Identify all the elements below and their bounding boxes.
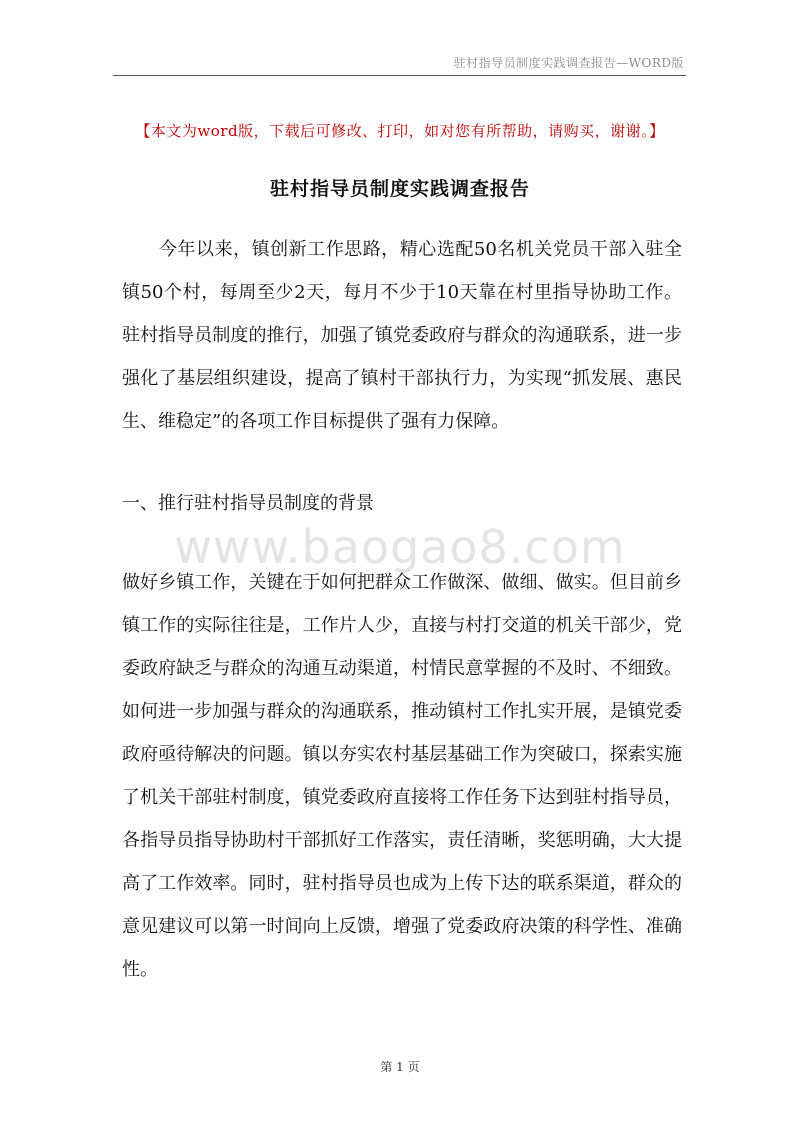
header-divider bbox=[113, 75, 686, 76]
paragraph-intro: 今年以来，镇创新工作思路，精心选配50名机关党员干部入驻全镇50个村，每周至少2天，每月不少于10天靠在村里指导协助工作。驻村指导员制度的推行，加强了镇党委政府与群众的沟通联系，进一步强化了基层组织建设，提高了镇村干部执行力，为实现“抓发展、惠民生、维稳定”的各项工作目标提供了强有力保障。 bbox=[122, 239, 682, 432]
section-heading-background: 一、推行驻村指导员制度的背景 bbox=[122, 493, 374, 514]
watermark: www.baogao8.com bbox=[174, 520, 626, 574]
document-title: 驻村指导员制度实践调查报告 bbox=[269, 178, 530, 200]
paragraph-background: 做好乡镇工作，关键在于如何把群众工作做深、做细、做实。但目前乡镇工作的实际往往是，工作片人少，直接与村打交道的机关干部少，党委政府缺乏与群众的沟通互动渠道，村情民意掌握的不及时、不细致。如何进一步加强与群众的沟通联系，推动镇村工作扎实开展，是镇党委政府亟待解决的问题。镇以夯实农村基层基础工作为突破口，探索实施了机关干部驻村制度，镇党委政府直接将工作任务下达到驻村指导员，各指导员指导协助村干部抓好工作落实，责任清晰，奖惩明确，大大提高了工作效率。同时，驻村指导员也成为上传下达的联系渠道，群众的意见建议可以第一时间向上反馈，增强了党委政府决策的科学性、准确性。 bbox=[122, 572, 682, 980]
page-number: 第 1 页 bbox=[380, 1060, 420, 1074]
purchase-notice: 【本文为word版，下载后可修改、打印，如对您有所帮助，请购买，谢谢。】 bbox=[135, 122, 665, 140]
running-header: 驻村指导员制度实践调查报告—WORD版 bbox=[453, 56, 684, 70]
